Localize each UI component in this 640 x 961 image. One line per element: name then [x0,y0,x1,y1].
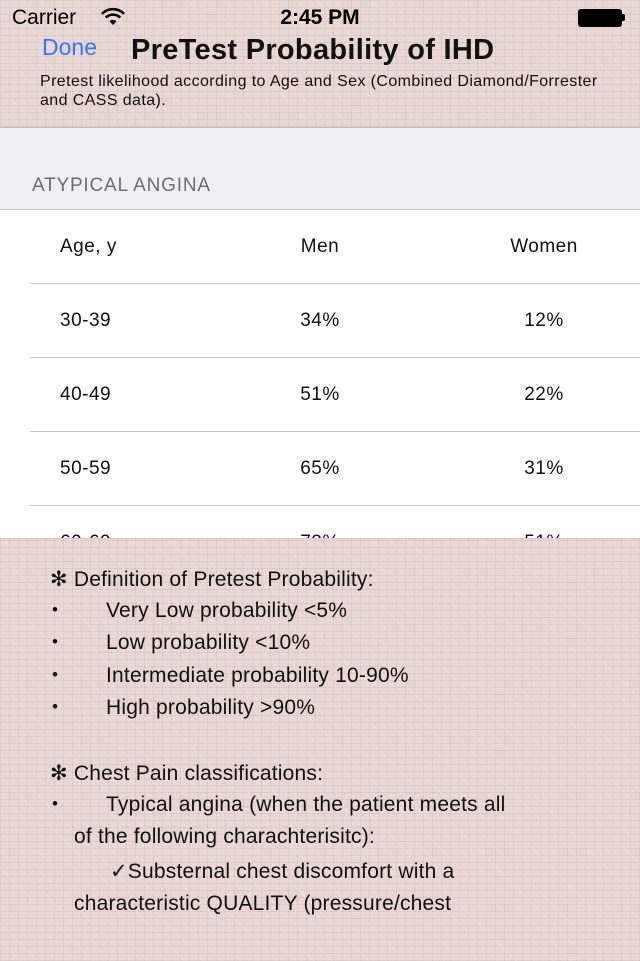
men-cell: 51% [300,384,340,405]
definitions-panel [0,538,640,961]
substernal-text: ✓Substernal chest discomfort with a [110,860,455,883]
men-cell: 65% [300,458,340,479]
bullet-glyph: • [52,665,58,684]
pretest-heading: ✻ Definition of Pretest Probability: [50,568,374,591]
typical-angina-text-cont: of the following charachterisitc): [74,825,375,848]
typical-angina-text: Typical angina (when the patient meets all [106,793,506,816]
status-bar [0,0,640,36]
women-cell: 31% [524,458,564,479]
table-row [0,284,640,358]
pretest-item: Intermediate probability 10-90% [106,664,409,687]
bullet-glyph: • [52,600,58,619]
navigation-header [0,0,640,128]
bullet-glyph: • [52,697,58,716]
women-cell: 12% [524,310,564,331]
pretest-item: High probability >90% [106,696,316,719]
column-header-women: Women [510,236,578,257]
bullet-glyph: • [52,632,58,651]
table-row [0,358,640,432]
pretest-item: Low probability <10% [106,631,311,654]
clock: 2:45 PM [280,6,360,29]
table-scroll-area[interactable] [0,128,640,538]
carrier-label: Carrier [12,6,77,29]
table-header-row [0,210,640,284]
substernal-text-cont: characteristic QUALITY (pressure/chest [74,892,452,915]
age-cell: 40-49 [60,384,112,405]
chest-pain-heading: ✻ Chest Pain classifications: [50,762,324,785]
age-cell: 50-59 [60,458,112,479]
probability-table [0,209,640,550]
battery-icon [578,9,626,27]
column-header-men: Men [300,236,340,257]
pretest-item: Very Low probability <5% [106,599,348,622]
bullet-glyph: • [52,794,58,813]
section-header: ATYPICAL ANGINA [32,175,211,196]
table-row [0,432,640,506]
age-cell: 30-39 [60,310,112,331]
page-title: PreTest Probability of IHD [131,34,495,66]
women-cell: 22% [524,384,564,405]
done-button[interactable]: Done [42,34,97,60]
page-subtitle: Pretest likelihood according to Age and Sex (Combined Diamond/Forrester and CASS data). [40,73,598,109]
column-header-age: Age, y [60,236,117,257]
men-cell: 34% [300,310,340,331]
